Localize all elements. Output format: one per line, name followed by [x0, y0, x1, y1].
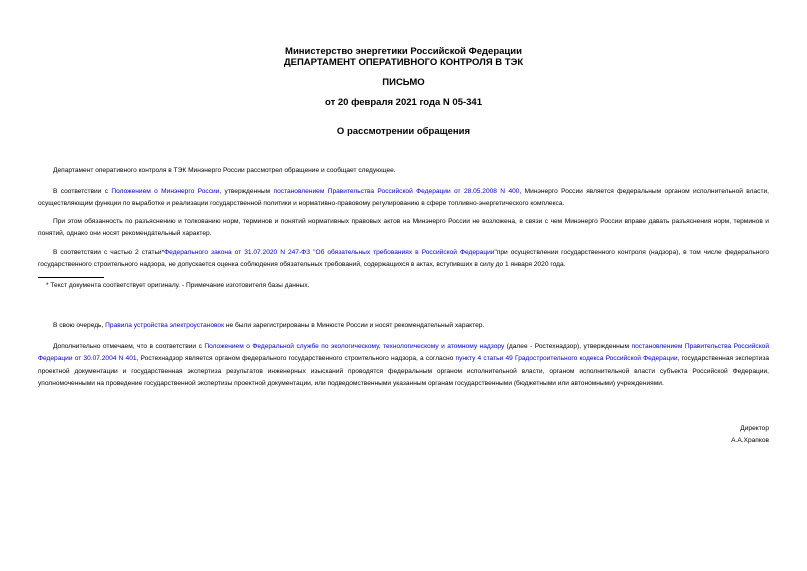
link-government-decree-400[interactable]: постановлением Правительства Российской Федерации от 28.05.2008 N 400: [273, 188, 520, 195]
signature-position: Директор: [740, 425, 769, 432]
paragraph-interpretation: При этом обязанность по разъяснению и толкованию норм, терминов и понятий нормативных правовых актов на Минэнерго России не возложена, в связи с чем Минэнерго России вправе давать разъяснения норм, терминов и понятий, однако они носят рекомендательный характер.: [38, 218, 769, 238]
document-type: ПИСЬМО: [382, 77, 425, 88]
paragraph-text: Дополнительно отмечаем, что в соответствии с: [53, 343, 205, 350]
paragraph-rules: [38, 320, 769, 332]
paragraph-text: , Ростехнадзор является органом федерального государственного строительного надзора, а согласно: [136, 355, 456, 363]
link-rostekhnadzor-regulation[interactable]: Положением о Федеральной службе по экологическому, технологическому и атомному надзору: [204, 343, 505, 350]
paragraph-federal-law: [38, 247, 769, 272]
paragraph-text: , государственная экспертиза проектной документации и государственная экспертиза результатов инженерных изысканий проводятся федеральным органом исполнительной власти, органом исполнительной власти субъекта Российской Федерации, уполномоченными на проведение государственной экспертизы проектной документации, или подведомственными указанным органам государственными (бюджетными или автономными) учреждениями.: [38, 355, 770, 387]
link-government-decree-401[interactable]: постановлением Правительства Российской Федерации от 30.07.2004 N 401: [38, 343, 769, 363]
paragraph-text: не были зарегистрированы в Минюсте России и носят рекомендательный характер.: [223, 322, 485, 329]
document-date-number: от 20 февраля 2021 года N 05-341: [325, 97, 482, 108]
link-federal-law-247[interactable]: Федерального закона от 31.07.2020 N 247-ФЗ "Об обязательных требованиях в Российской Федерации": [164, 249, 497, 256]
link-minenergo-regulation[interactable]: Положением о Минэнерго России: [111, 188, 220, 195]
paragraph-rostekhnadzor: [38, 341, 769, 390]
link-electrical-rules[interactable]: Правила устройства электроустановок: [105, 322, 224, 329]
paragraph-text: (далее - Ростехнадзор), утвержденным: [504, 343, 632, 350]
paragraph-text: В соответствии с частью 2 статьи*: [53, 249, 165, 256]
footnote: * Текст документа соответствует оригиналу. - Примечание изготовителя базы данных.: [46, 282, 310, 289]
paragraph-intro: Департамент оперативного контроля в ТЭК Минэнерго России рассмотрел обращение и сообщает следующее.: [53, 167, 396, 174]
paragraph-text: , утвержденным: [219, 188, 274, 195]
footnote-divider: [38, 277, 104, 278]
signature-name: А.А.Храпков: [731, 437, 769, 444]
department-name: ДЕПАРТАМЕНТ ОПЕРАТИВНОГО КОНТРОЛЯ В ТЭК: [283, 57, 524, 68]
paragraph-text: при осуществлении государственного контроля (надзора), в том числе федерального государственного строительного надзора, не допускается оценка соблюдения обязательных требований, содержащихся в актах, вступивших в силу до 1 января 2020 года.: [38, 249, 769, 269]
ministry-name: Министерство энергетики Российской Федерации: [285, 46, 522, 57]
document-subject: О рассмотрении обращения: [336, 126, 471, 137]
paragraph-text: В свою очередь,: [53, 322, 106, 329]
paragraph-text: , Минэнерго России является федеральным органом исполнительной власти, осуществляющим функции по выработке и реализации государственной политики и нормативно-правовому регулированию в сфере топливно-энергетического комплекса.: [38, 188, 769, 208]
link-urban-planning-code[interactable]: пункту 4 статьи 49 Градостроительного кодекса Российской Федерации: [455, 355, 678, 363]
paragraph-text: В соответствии с: [53, 188, 112, 195]
paragraph-regulation: [38, 186, 769, 211]
